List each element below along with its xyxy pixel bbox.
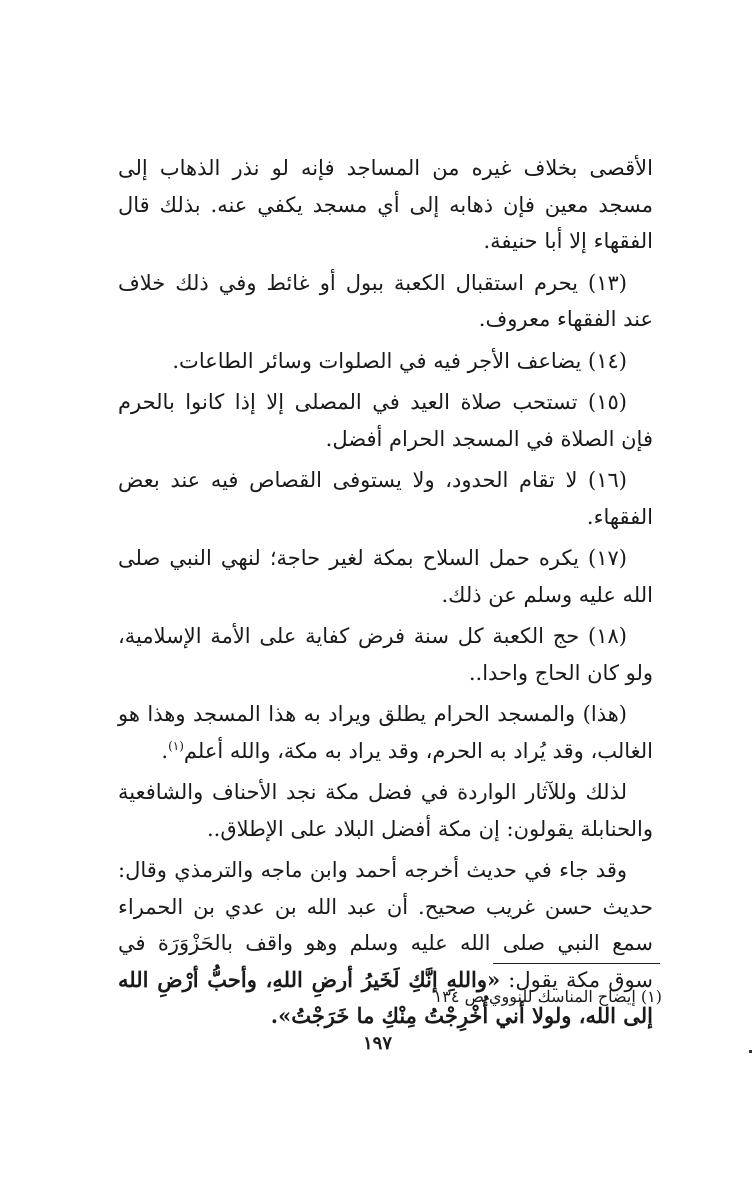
footnote: (١) إيضاح المناسك للنووي ص ١٣٤ <box>433 987 662 1006</box>
paragraph-makkah-virtue: لذلك وللآثار الواردة في فضل مكة نجد الأحناف والشافعية والحنابلة يقولون: إن مكة أفضل البلاد على الإطلاق.. <box>118 780 653 841</box>
footnote-divider <box>493 963 660 964</box>
paragraph-item-13: (١٣) يحرم استقبال الكعبة ببول أو غائط وفي ذلك خلاف عند الفقهاء معروف. <box>118 270 653 331</box>
paragraph-masjid-haram-text: (هذا) والمسجد الحرام يطلق ويراد به هذا المسجد وهذا هو الغالب، وقد يُراد به الحرم، وقد يراد به مكة، والله أعلم <box>118 702 653 763</box>
hadith-quote: «واللهِ إنَّكِ لَخَيرُ أرضِ اللهِ، وأحبُّ أرْضِ الله إلى الله، ولولا أني أُخْرِجْتُ مِنْكِ ما خَرَجْتُ». <box>118 966 653 1028</box>
paragraph-item-17: (١٧) يكره حمل السلاح بمكة لغير حاجة؛ لنهي النبي صلى الله عليه وسلم عن ذلك. <box>118 546 653 607</box>
paragraph-hadith-intro: وقد جاء في حديث أخرجه أحمد وابن ماجه والترمذي وقال: حديث حسن غريب صحيح. أن عبد الله بن عدي بن الحمراء سمع النبي صلى الله عليه وسلم وهو واقف بالحَزْوَرَة في سوق مكة يقول: <box>118 858 653 992</box>
main-text <box>118 150 653 1040</box>
paragraph-item-18: (١٨) حج الكعبة كل سنة فرض كفاية على الأمة الإسلامية، ولو كان الحاج واحدا.. <box>118 624 653 685</box>
paragraph-item-15: (١٥) تستحب صلاة العيد في المصلى إلا إذا كانوا بالحرم فإن الصلاة في المسجد الحرام أفضل. <box>118 390 653 451</box>
paragraph-aqsa-continuation: الأقصى بخلاف غيره من المساجد فإنه لو نذر الذهاب إلى مسجد معين فإن ذهابه إلى أي مسجد يكفي عنه. بذلك قال الفقهاء إلا أبا حنيفة. <box>118 156 653 253</box>
paragraph-masjid-haram-meaning: (هذا) والمسجد الحرام يطلق ويراد به هذا المسجد وهذا هو الغالب، وقد يُراد به الحرم، وقد يراد به مكة، والله أعلم$^{(١)}$. <box>118 702 653 763</box>
paragraph-item-16: (١٦) لا تقام الحدود، ولا يستوفى القصاص فيه عند بعض الفقهاء. <box>118 468 653 529</box>
paragraph-item-14: (١٤) يضاعف الأجر فيه في الصلوات وسائر الطاعات. <box>172 348 627 373</box>
scan-edge-mark <box>749 1050 752 1053</box>
footnote-reference: (١) <box>168 738 184 753</box>
page-number: ١٩٧ <box>362 1033 392 1054</box>
